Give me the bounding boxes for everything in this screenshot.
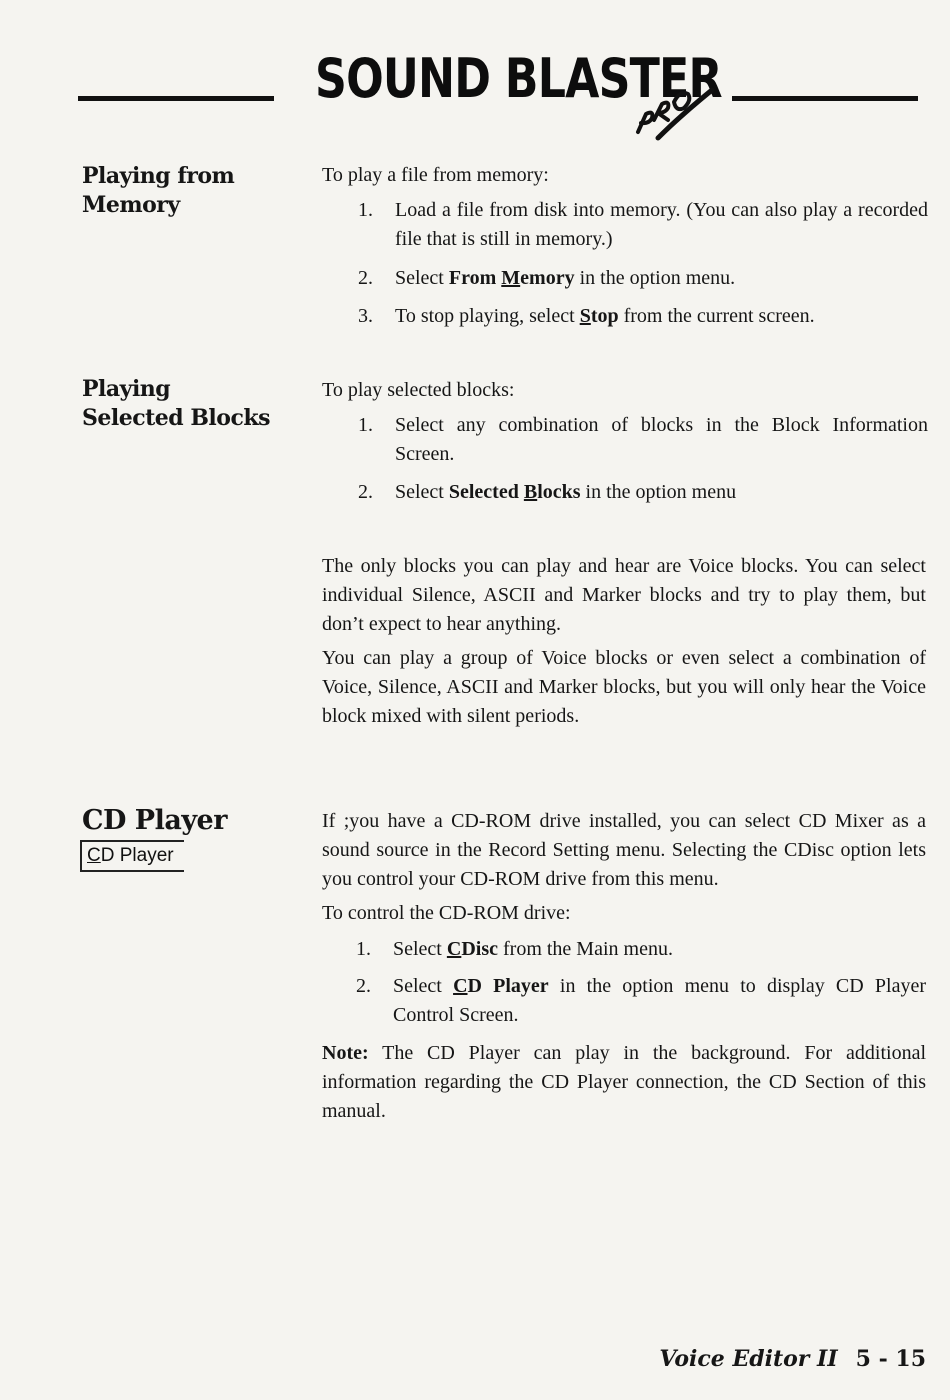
menu-option: From Memory bbox=[448, 267, 575, 289]
memory-intro: To play a file from memory: bbox=[322, 164, 549, 186]
memory-step-1 bbox=[358, 196, 928, 254]
page-footer bbox=[659, 1346, 926, 1372]
brand-pro-logo bbox=[628, 80, 718, 142]
heading-playing-selected-blocks bbox=[82, 375, 270, 433]
cd-step-2 bbox=[356, 972, 926, 1030]
step-text: Select CD Player in the option menu to display CD Player Control Screen. bbox=[393, 975, 926, 1026]
step-text: Select any combination of blocks in the Block Information Screen. bbox=[395, 414, 928, 465]
cd-note bbox=[322, 1039, 926, 1126]
step-text: To stop playing, select Stop from the current screen. bbox=[395, 305, 815, 327]
brand-logo: SOUND BLASTER bbox=[315, 47, 722, 110]
step-text: Select CDisc from the Main menu. bbox=[393, 938, 673, 960]
blocks-step-2 bbox=[358, 478, 928, 507]
heading-line: Playing from bbox=[82, 163, 235, 189]
step-text: Select From Memory in the option menu. bbox=[395, 267, 736, 289]
menu-option: CDisc bbox=[446, 938, 498, 960]
memory-step-3 bbox=[358, 302, 928, 331]
step-number: 2. bbox=[358, 267, 373, 289]
step-number: 2. bbox=[356, 975, 371, 997]
memory-step-2 bbox=[358, 264, 928, 293]
footer-title: Voice Editor II bbox=[659, 1346, 838, 1372]
header-rule-right bbox=[732, 96, 918, 101]
step-number: 3. bbox=[358, 305, 373, 327]
heading-line: Playing bbox=[82, 376, 171, 402]
blocks-paragraph-1: The only blocks you can play and hear are Voice blocks. You can select individual Silence, ASCII and Marker blocks and try to play them, but don’t expect to hear anything. bbox=[322, 555, 926, 635]
heading-playing-from-memory bbox=[82, 162, 234, 220]
heading-line: Selected Blocks bbox=[82, 405, 270, 431]
step-text: Load a file from disk into memory. (You can also play a recorded file that is still in memory.) bbox=[395, 199, 928, 250]
cd-paragraph-1: If ;you have a CD-ROM drive installed, you can select CD Mixer as a sound source in the Record Setting menu. Selecting the CDisc option lets you control your CD-ROM drive from this menu. bbox=[322, 810, 926, 890]
menu-option: Stop bbox=[579, 305, 619, 327]
note-text: The CD Player can play in the background. For additional information regarding the CD Player connection, the CD Section of this manual. bbox=[322, 1042, 926, 1122]
blocks-step-1 bbox=[358, 411, 928, 469]
cd-intro: To control the CD-ROM drive: bbox=[322, 902, 571, 924]
cd-player-menu-label: CD Player bbox=[80, 840, 184, 872]
heading-line: Memory bbox=[82, 192, 180, 218]
header-rule-left bbox=[78, 96, 274, 101]
blocks-paragraph-2: You can play a group of Voice blocks or even select a combination of Voice, Silence, ASCII and Marker blocks, but you will only hear the Voice block mixed with silent periods. bbox=[322, 647, 926, 727]
blocks-intro: To play selected blocks: bbox=[322, 379, 515, 401]
step-number: 1. bbox=[358, 199, 373, 221]
note-label: Note: bbox=[322, 1042, 369, 1064]
step-text: Select Selected Blocks in the option menu bbox=[395, 481, 737, 503]
heading-cd-player: CD Player bbox=[82, 805, 227, 836]
step-number: 1. bbox=[356, 938, 371, 960]
page-number: 5 - 15 bbox=[855, 1346, 926, 1372]
menu-option: CD Player bbox=[453, 975, 549, 997]
cd-step-1 bbox=[356, 935, 926, 964]
menu-option: Selected Blocks bbox=[448, 481, 581, 503]
step-number: 2. bbox=[358, 481, 373, 503]
step-number: 1. bbox=[358, 414, 373, 436]
